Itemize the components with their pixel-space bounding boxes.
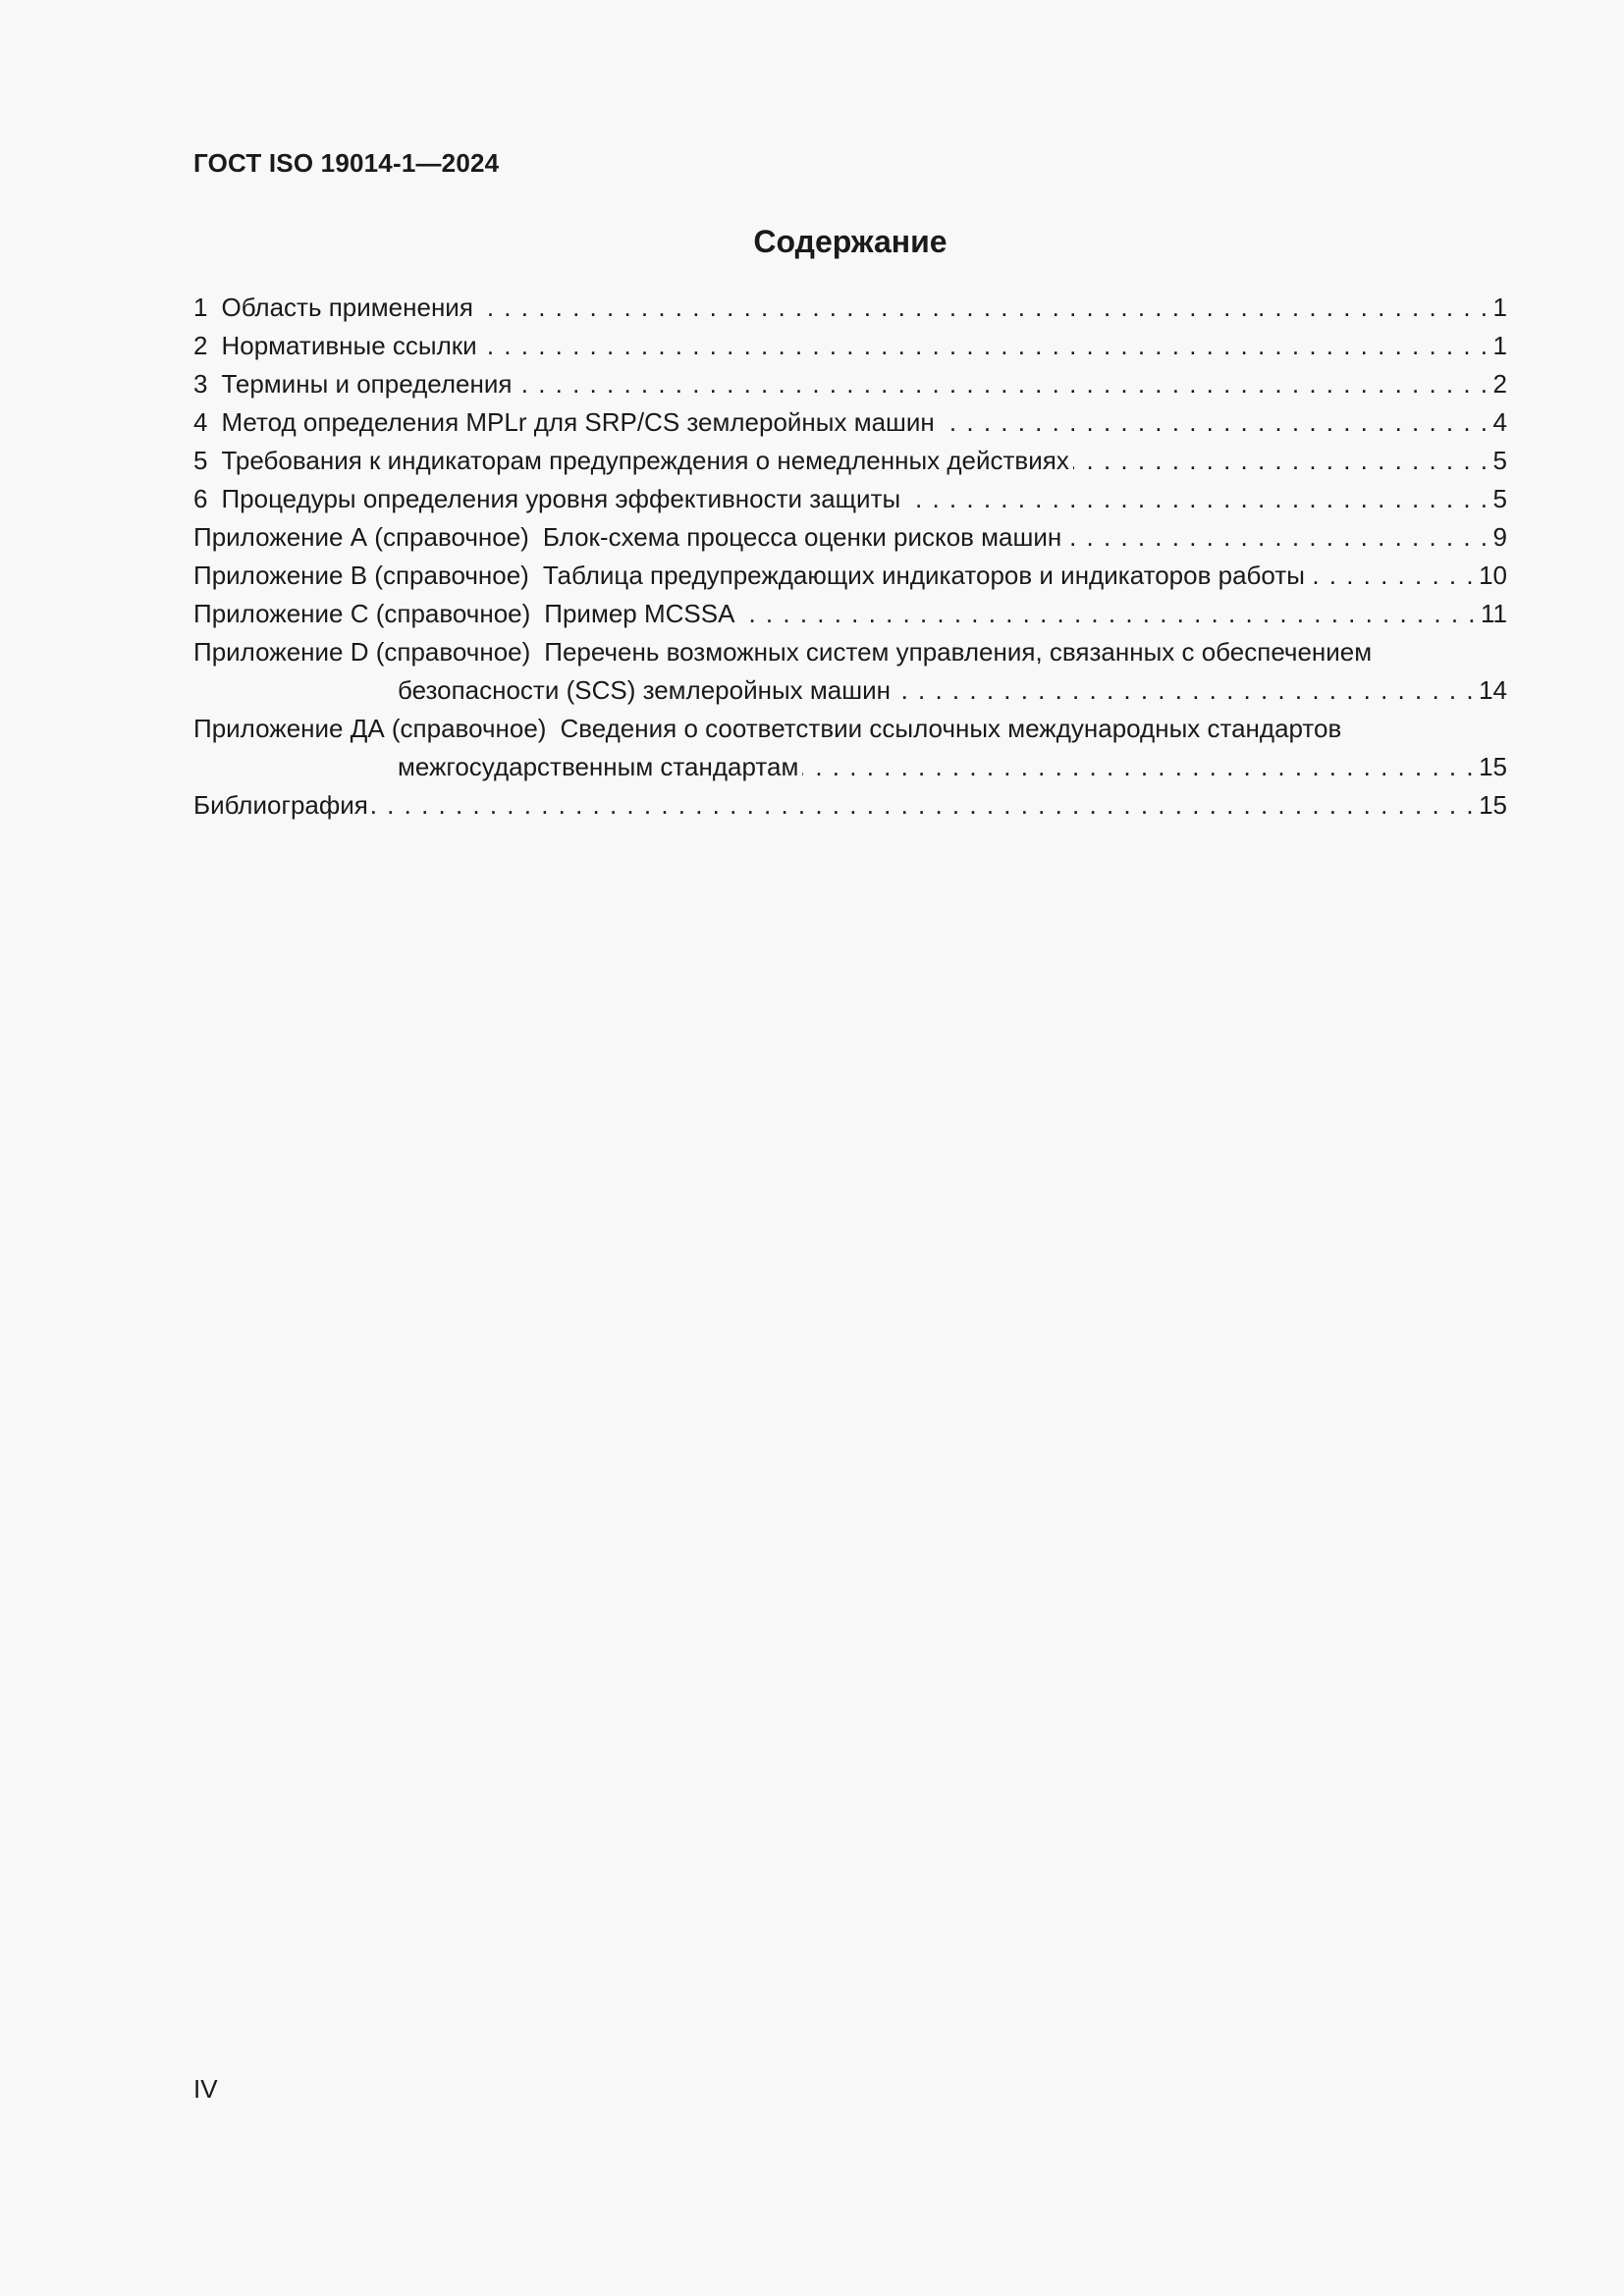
toc-entry-appendix-a[interactable]: [193, 518, 1507, 557]
toc-entry-appendix-c[interactable]: [193, 595, 1507, 633]
toc-entry-label: 2 Нормативные ссылки: [193, 331, 477, 360]
toc-entry-appendix-b[interactable]: [193, 557, 1507, 595]
toc-entry-label: Библиография: [193, 790, 368, 820]
toc-entry-page: 1: [1492, 331, 1507, 360]
toc-entry-page: 5: [1492, 484, 1507, 513]
dot-leader: [1073, 442, 1489, 480]
toc-entry-page: 1: [1492, 293, 1507, 322]
dot-leader: [477, 289, 1489, 327]
dot-leader: [481, 327, 1489, 365]
toc-entry-page: 11: [1481, 599, 1507, 628]
toc-entry-label-cont: безопасности (SCS) землеройных машин: [398, 675, 891, 705]
dot-leader: [802, 748, 1475, 786]
toc-entry-appendix-da[interactable]: [193, 710, 1507, 748]
dot-leader: [1065, 518, 1489, 557]
toc-entry-page: 15: [1479, 752, 1507, 781]
toc-entry-label: Приложение В (справочное) Таблица предупреждающих индикаторов и индикаторов работы: [193, 561, 1305, 590]
toc-entry-label: 6 Процедуры определения уровня эффективности защиты: [193, 484, 901, 513]
toc-entry-4[interactable]: [193, 403, 1507, 442]
toc-entry-label-cont: межгосударственным стандартам: [398, 752, 799, 781]
toc-entry-6[interactable]: [193, 480, 1507, 518]
toc-entry-label: 1 Область применения: [193, 293, 473, 322]
toc-entry-3[interactable]: [193, 365, 1507, 403]
toc-entry-appendix-d-cont[interactable]: [193, 671, 1507, 710]
toc-entry-bibliography[interactable]: [193, 786, 1507, 825]
dot-leader: [939, 403, 1489, 442]
toc-entry-page: 9: [1492, 522, 1507, 552]
toc-entry-label: Приложение ДА (справочное) Сведения о соответствии ссылочных международных стандартов: [193, 714, 1342, 743]
toc-entry-label: Приложение С (справочное) Пример MCSSA: [193, 599, 735, 628]
toc-entry-5[interactable]: [193, 442, 1507, 480]
toc-entry-label: Приложение А (справочное) Блок-схема процесса оценки рисков машин: [193, 522, 1062, 552]
toc-entry-appendix-da-cont[interactable]: [193, 748, 1507, 786]
toc-entry-page: 2: [1492, 369, 1507, 399]
toc-entry-page: 5: [1492, 446, 1507, 475]
toc-entry-label: 3 Термины и определения: [193, 369, 513, 399]
toc-entry-page: 4: [1492, 407, 1507, 437]
dot-leader: [904, 480, 1489, 518]
toc-entry-label: 4 Метод определения MPLr для SRP/CS землеройных машин: [193, 407, 935, 437]
page-number: IV: [193, 2074, 218, 2104]
toc-entry-label: Приложение D (справочное) Перечень возможных систем управления, связанных с обеспечением: [193, 637, 1373, 667]
toc-entry-page: 15: [1479, 790, 1507, 820]
toc-entry-page: 10: [1479, 561, 1507, 590]
toc-entry-page: 14: [1479, 675, 1507, 705]
toc-entry-1[interactable]: [193, 289, 1507, 327]
dot-leader: [894, 671, 1475, 710]
toc-entry-appendix-d[interactable]: [193, 633, 1507, 671]
dot-leader: [1309, 557, 1475, 595]
toc-entry-2[interactable]: [193, 327, 1507, 365]
toc-entry-label: 5 Требования к индикаторам предупреждения о немедленных действиях: [193, 446, 1069, 475]
dot-leader: [515, 365, 1489, 403]
dot-leader: [738, 595, 1477, 633]
table-of-contents: [193, 289, 1507, 825]
document-code: ГОСТ ISO 19014-1—2024: [193, 148, 500, 178]
dot-leader: [372, 786, 1475, 825]
toc-title: Содержание: [753, 224, 947, 259]
